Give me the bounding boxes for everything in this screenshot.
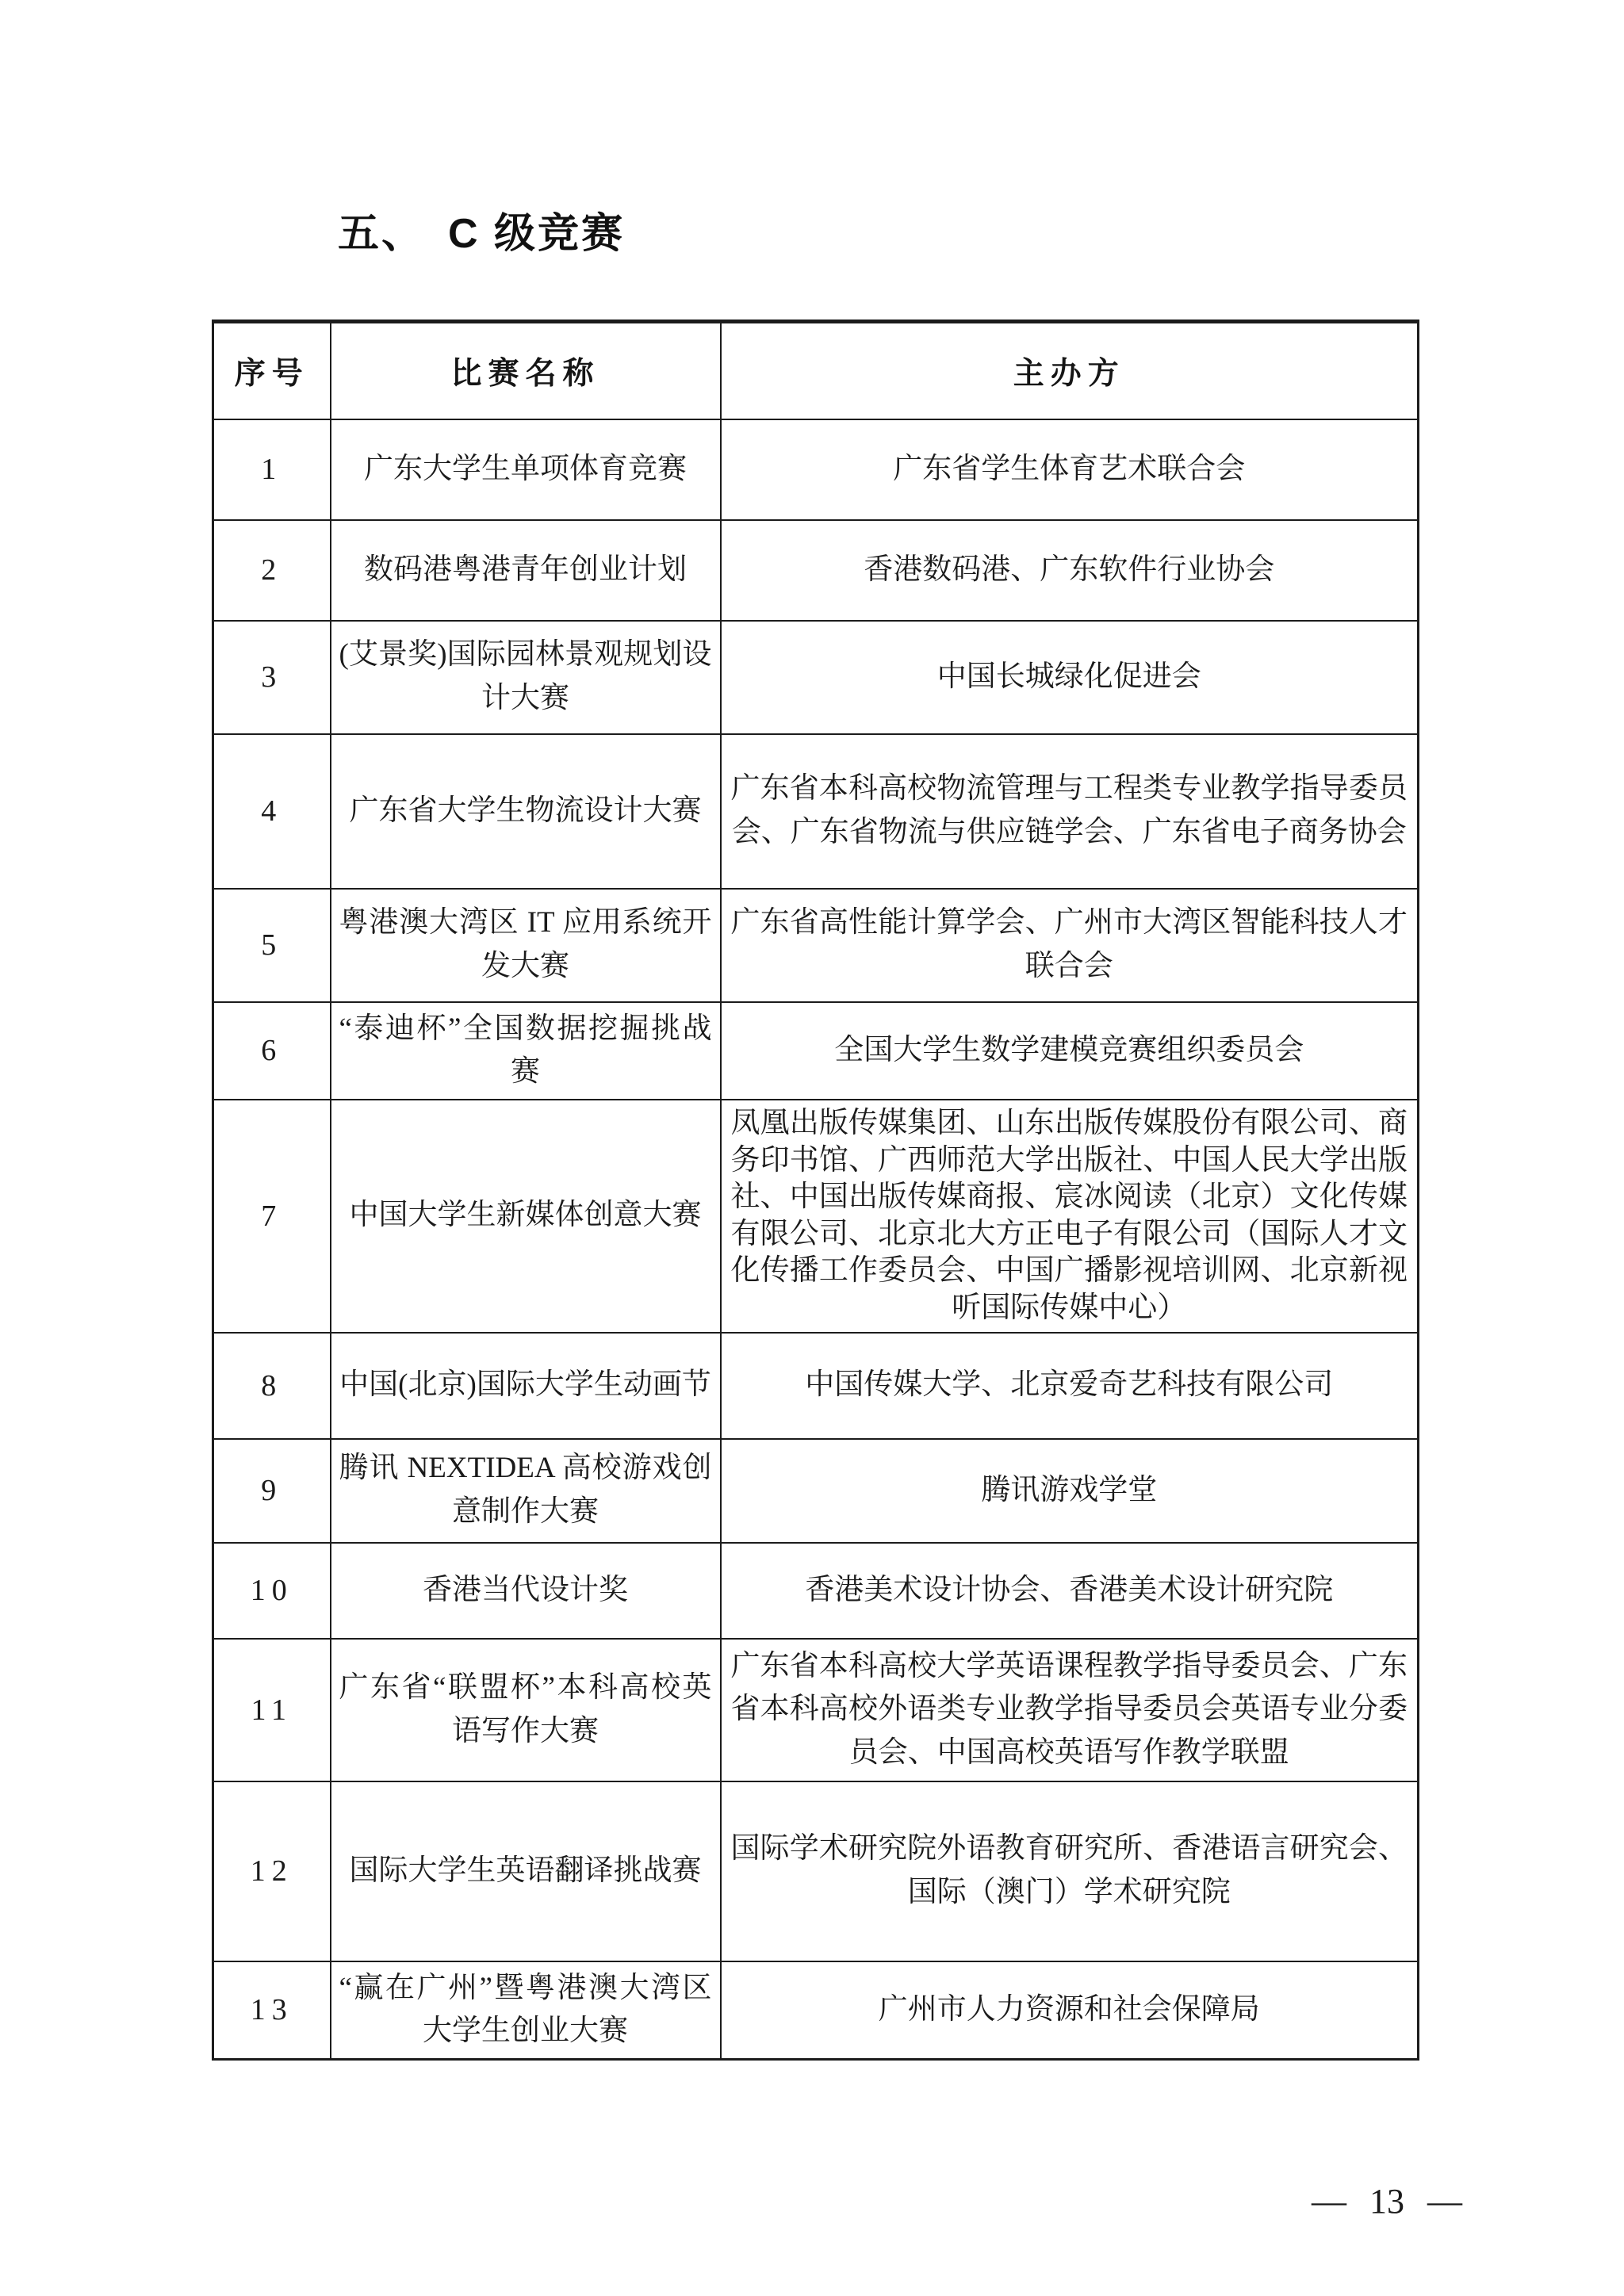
row-index-cell: 10 (213, 1543, 331, 1639)
row-index-cell: 1 (213, 419, 331, 520)
organizer-cell: 广东省本科高校大学英语课程教学指导委员会、广东省本科高校外语类专业教学指导委员会英语专业分委员会、中国高校英语写作教学联盟 (721, 1639, 1419, 1781)
organizer-cell: 全国大学生数学建模竞赛组织委员会 (721, 1002, 1419, 1100)
table-row (213, 1100, 1419, 1333)
competition-name-cell: “泰迪杯”全国数据挖掘挑战赛 (331, 1002, 721, 1100)
row-index-cell: 2 (213, 520, 331, 621)
row-index-cell: 11 (213, 1639, 331, 1781)
table-row (213, 1639, 1419, 1781)
competition-name-cell: 广东省“联盟杯”本科高校英语写作大赛 (331, 1639, 721, 1781)
competitions-table (212, 320, 1419, 2061)
organizer-cell: 香港美术设计协会、香港美术设计研究院 (721, 1543, 1419, 1639)
row-index-cell: 4 (213, 734, 331, 889)
table-row (213, 1439, 1419, 1543)
table-row (213, 419, 1419, 520)
row-index-cell: 12 (213, 1781, 331, 1961)
row-index-cell: 13 (213, 1961, 331, 2060)
competition-name-cell: 广东省大学生物流设计大赛 (331, 734, 721, 889)
organizer-cell: 凤凰出版传媒集团、山东出版传媒股份有限公司、商务印书馆、广西师范大学出版社、中国人民大学出版社、中国出版传媒商报、宸冰阅读（北京）文化传媒有限公司、北京北大方正电子有限公司（国际人才文化传播工作委员会、中国广播影视培训网、北京新视听国际传媒中心） (721, 1100, 1419, 1333)
page-number: — 13 — (1312, 2182, 1462, 2221)
table-row (213, 889, 1419, 1002)
table-row (213, 621, 1419, 734)
header-competition-name: 比赛名称 (331, 322, 721, 419)
table-row (213, 1333, 1419, 1439)
competition-name-cell: “赢在广州”暨粤港澳大湾区大学生创业大赛 (331, 1961, 721, 2060)
organizer-cell: 中国传媒大学、北京爱奇艺科技有限公司 (721, 1333, 1419, 1439)
organizer-cell: 广州市人力资源和社会保障局 (721, 1961, 1419, 2060)
competition-name-cell: 腾讯 NEXTIDEA 高校游戏创意制作大赛 (331, 1439, 721, 1543)
header-index: 序号 (213, 322, 331, 419)
row-index-cell: 5 (213, 889, 331, 1002)
row-index-cell: 9 (213, 1439, 331, 1543)
organizer-cell: 国际学术研究院外语教育研究所、香港语言研究会、国际（澳门）学术研究院 (721, 1781, 1419, 1961)
page-title: 五、 C 级竞赛 (338, 211, 626, 257)
competition-name-cell: 中国(北京)国际大学生动画节 (331, 1333, 721, 1439)
row-index-cell: 8 (213, 1333, 331, 1439)
competition-name-cell: 国际大学生英语翻译挑战赛 (331, 1781, 721, 1961)
organizer-cell: 腾讯游戏学堂 (721, 1439, 1419, 1543)
row-index-cell: 7 (213, 1100, 331, 1333)
table-row (213, 1543, 1419, 1639)
page-footer (1220, 2141, 1462, 2262)
table-row (213, 520, 1419, 621)
organizer-cell: 广东省高性能计算学会、广州市大湾区智能科技人才联合会 (721, 889, 1419, 1002)
row-index-cell: 3 (213, 621, 331, 734)
table-row (213, 734, 1419, 889)
organizer-cell: 广东省学生体育艺术联合会 (721, 419, 1419, 520)
table-body (213, 419, 1419, 2060)
competition-name-cell: 香港当代设计奖 (331, 1543, 721, 1639)
table-row (213, 1781, 1419, 1961)
header-organizer: 主办方 (721, 322, 1419, 419)
organizer-cell: 中国长城绿化促进会 (721, 621, 1419, 734)
competition-name-cell: 广东大学生单项体育竞赛 (331, 419, 721, 520)
table-row (213, 1961, 1419, 2060)
table-header-row (213, 322, 1419, 419)
organizer-cell: 广东省本科高校物流管理与工程类专业教学指导委员会、广东省物流与供应链学会、广东省电子商务协会 (721, 734, 1419, 889)
competition-name-cell: (艾景奖)国际园林景观规划设计大赛 (331, 621, 721, 734)
table-row (213, 1002, 1419, 1100)
competition-name-cell: 中国大学生新媒体创意大赛 (331, 1100, 721, 1333)
row-index-cell: 6 (213, 1002, 331, 1100)
organizer-cell: 香港数码港、广东软件行业协会 (721, 520, 1419, 621)
competition-name-cell: 粤港澳大湾区 IT 应用系统开发大赛 (331, 889, 721, 1002)
competition-name-cell: 数码港粤港青年创业计划 (331, 520, 721, 621)
